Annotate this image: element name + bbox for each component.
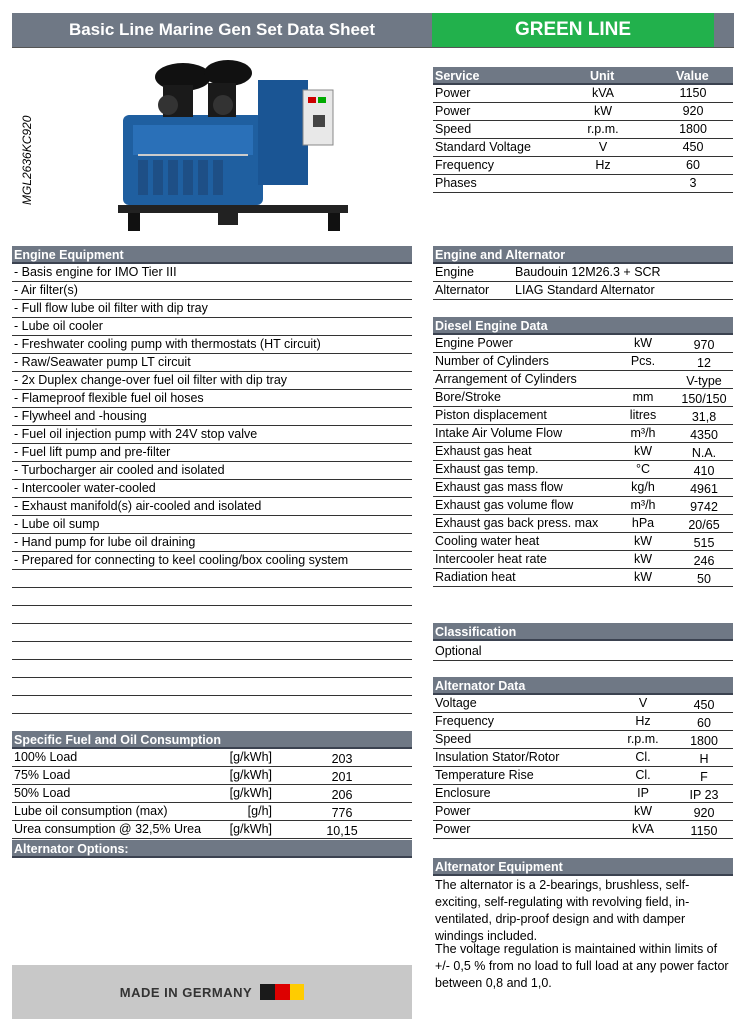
- equipment-item: [12, 462, 412, 480]
- diesel-engine-header: Diesel Engine Data: [433, 317, 733, 335]
- fuel-unit: [g/kWh]: [229, 750, 272, 764]
- service-row: [433, 85, 733, 103]
- service-name: Power: [435, 86, 471, 100]
- alternator-data-unit: IP: [637, 786, 649, 800]
- alternator-data-unit: kW: [633, 804, 653, 818]
- diesel-engine-value: V-type: [686, 374, 722, 388]
- service-title: Service: [435, 69, 480, 83]
- service-unit: kW: [593, 104, 613, 118]
- fuel-name: Urea consumption @ 32,5% Urea: [14, 822, 202, 836]
- diesel-engine-name: Engine Power: [435, 336, 513, 350]
- service-value: 450: [682, 140, 704, 154]
- alternator-data-name: Power: [435, 804, 471, 818]
- diesel-engine-unit: kW: [633, 336, 653, 350]
- diesel-engine-row: [433, 371, 733, 389]
- equipment-item-text: - Exhaust manifold(s) air-cooled and isolated: [14, 499, 262, 513]
- equipment-item: [12, 480, 412, 498]
- service-value: 3: [689, 176, 697, 190]
- fuel-value: 776: [331, 806, 353, 820]
- engine-alternator-row: [433, 264, 733, 282]
- equipment-item: [12, 354, 412, 372]
- diesel-engine-row: [433, 461, 733, 479]
- diesel-engine-name: Arrangement of Cylinders: [435, 372, 577, 386]
- service-row: [433, 157, 733, 175]
- equipment-item-text: - Hand pump for lube oil draining: [14, 535, 196, 549]
- diesel-engine-name: Intake Air Volume Flow: [435, 426, 563, 440]
- classification-header: Classification: [433, 623, 733, 641]
- alternator-data-row: [433, 695, 733, 713]
- engine-alternator-value: Baudouin 12M26.3 + SCR: [515, 265, 661, 279]
- alternator-data-name: Power: [435, 822, 471, 836]
- fuel-header: Specific Fuel and Oil Consumption: [12, 731, 412, 749]
- service-name: Frequency: [435, 158, 495, 172]
- alternator-data-name: Speed: [435, 732, 472, 746]
- alternator-equipment-header: Alternator Equipment: [433, 858, 733, 876]
- alternator-data-value: F: [700, 770, 708, 784]
- fuel-row: [12, 821, 412, 839]
- equipment-item-text: - Fuel lift pump and pre-filter: [14, 445, 171, 459]
- service-row: [433, 139, 733, 157]
- service-unit: Hz: [595, 158, 611, 172]
- diesel-engine-name: Piston displacement: [435, 408, 547, 422]
- diesel-engine-name: Exhaust gas heat: [435, 444, 532, 458]
- diesel-engine-unit: m³/h: [630, 498, 656, 512]
- service-name: Speed: [435, 122, 472, 136]
- alternator-data-unit: Hz: [635, 714, 651, 728]
- equipment-item-text: - Full flow lube oil filter with dip tray: [14, 301, 208, 315]
- fuel-row: [12, 785, 412, 803]
- model-number: MGL2636KC920: [20, 115, 34, 205]
- equipment-item: [12, 408, 412, 426]
- diesel-engine-unit: Pcs.: [630, 354, 656, 368]
- service-name: Power: [435, 104, 471, 118]
- alternator-data-value: 1150: [690, 824, 718, 838]
- alternator-data-header: Alternator Data: [433, 677, 733, 695]
- diesel-engine-value: 9742: [690, 500, 718, 514]
- diesel-engine-row: [433, 551, 733, 569]
- diesel-engine-unit: kW: [633, 444, 653, 458]
- fuel-value: 206: [331, 788, 353, 802]
- equipment-item: [12, 282, 412, 300]
- diesel-engine-name: Cooling water heat: [435, 534, 540, 548]
- alternator-data-value: 60: [697, 716, 711, 730]
- equipment-item: [12, 516, 412, 534]
- equipment-item: [12, 498, 412, 516]
- diesel-engine-value: 515: [693, 536, 715, 550]
- alternator-data-value: H: [699, 752, 709, 766]
- diesel-engine-value: 246: [693, 554, 715, 568]
- equipment-item: [12, 426, 412, 444]
- alternator-data-name: Voltage: [435, 696, 477, 710]
- equipment-item-text: - Freshwater cooling pump with thermostats (HT circuit): [14, 337, 321, 351]
- equipment-item-text: - Fuel oil injection pump with 24V stop valve: [14, 427, 258, 441]
- equipment-item: [12, 372, 412, 390]
- equipment-item: [12, 318, 412, 336]
- diesel-engine-value: 410: [693, 464, 715, 478]
- engine-alternator-name: Alternator: [435, 283, 490, 297]
- service-row: [433, 121, 733, 139]
- equipment-item: [12, 264, 412, 282]
- fuel-unit: [g/kWh]: [229, 786, 272, 800]
- fuel-name: 50% Load: [14, 786, 71, 800]
- diesel-engine-name: Exhaust gas back press. max: [435, 516, 599, 530]
- diesel-engine-row: [433, 497, 733, 515]
- alternator-data-unit: Cl.: [635, 768, 651, 782]
- alternator-data-row: [433, 821, 733, 839]
- diesel-engine-row: [433, 515, 733, 533]
- diesel-engine-row: [433, 533, 733, 551]
- equipment-item-text: - Air filter(s): [14, 283, 78, 297]
- made-in-germany-banner: [12, 965, 412, 1019]
- service-unit: kVA: [592, 86, 614, 100]
- diesel-engine-name: Number of Cylinders: [435, 354, 549, 368]
- alternator-data-name: Enclosure: [435, 786, 491, 800]
- header-end-block: [714, 13, 734, 47]
- alternator-data-row: [433, 731, 733, 749]
- diesel-engine-name: Exhaust gas temp.: [435, 462, 539, 476]
- blank-row: [12, 624, 412, 642]
- diesel-engine-row: [433, 353, 733, 371]
- diesel-engine-name: Exhaust gas volume flow: [435, 498, 574, 512]
- diesel-engine-value: 4350: [690, 428, 718, 442]
- equipment-item-text: - 2x Duplex change-over fuel oil filter with dip tray: [14, 373, 288, 387]
- alternator-data-unit: V: [638, 696, 648, 710]
- blank-row: [12, 588, 412, 606]
- diesel-engine-value: 20/65: [688, 518, 720, 532]
- service-name: Standard Voltage: [435, 140, 531, 154]
- diesel-engine-name: Exhaust gas mass flow: [435, 480, 563, 494]
- alternator-data-unit: kVA: [632, 822, 654, 836]
- diesel-engine-row: [433, 335, 733, 353]
- alternator-data-row: [433, 785, 733, 803]
- diesel-engine-unit: kg/h: [631, 480, 655, 494]
- equipment-item: [12, 534, 412, 552]
- alternator-data-unit: r.p.m.: [627, 732, 659, 746]
- diesel-engine-unit: litres: [629, 408, 657, 422]
- alternator-data-row: [433, 803, 733, 821]
- header-divider: [12, 47, 734, 48]
- service-value: 60: [686, 158, 700, 172]
- fuel-unit: [g/kWh]: [229, 768, 272, 782]
- equipment-item-text: - Basis engine for IMO Tier III: [14, 265, 177, 279]
- classification-value: Optional: [435, 644, 482, 658]
- diesel-engine-value: 970: [693, 338, 715, 352]
- diesel-engine-row: [433, 569, 733, 587]
- fuel-value: 203: [331, 752, 353, 766]
- equipment-item: [12, 336, 412, 354]
- equipment-item: [12, 300, 412, 318]
- blank-row: [12, 606, 412, 624]
- diesel-engine-row: [433, 479, 733, 497]
- alternator-data-name: Temperature Rise: [435, 768, 534, 782]
- equipment-item-text: - Flameproof flexible fuel oil hoses: [14, 391, 204, 405]
- equipment-item-text: - Intercooler water-cooled: [14, 481, 156, 495]
- fuel-name: Lube oil consumption (max): [14, 804, 168, 818]
- blank-row: [12, 570, 412, 588]
- alternator-data-row: [433, 767, 733, 785]
- equipment-item-text: - Lube oil cooler: [14, 319, 103, 333]
- equipment-item: [12, 444, 412, 462]
- service-value-label: Value: [676, 69, 709, 83]
- fuel-unit: [g/kWh]: [229, 822, 272, 836]
- service-value: 1800: [679, 122, 707, 136]
- diesel-engine-unit: hPa: [631, 516, 655, 530]
- service-unit: V: [598, 140, 608, 154]
- diesel-engine-value: 150/150: [681, 392, 727, 406]
- alternator-data-row: [433, 749, 733, 767]
- alternator-equipment-text-1: The alternator is a 2-bearings, brushless, self-exciting, self-regulating with revolving field, in-ventilated, drip-proof design and with damper windings included.: [435, 878, 690, 943]
- page-title: Basic Line Marine Gen Set Data Sheet: [12, 13, 432, 47]
- genset-illustration: [108, 55, 358, 235]
- alternator-options-header: Alternator Options:: [12, 840, 412, 858]
- diesel-engine-value: 12: [697, 356, 711, 370]
- alternator-data-value: 1800: [690, 734, 718, 748]
- diesel-engine-unit: kW: [633, 534, 653, 548]
- service-row: [433, 103, 733, 121]
- classification-row: [433, 643, 733, 661]
- diesel-engine-name: Radiation heat: [435, 570, 516, 584]
- equipment-item: [12, 390, 412, 408]
- alternator-data-value: 920: [693, 806, 715, 820]
- blank-row: [12, 696, 412, 714]
- diesel-engine-value: N.A.: [691, 446, 717, 460]
- service-row: [433, 175, 733, 193]
- alternator-data-name: Insulation Stator/Rotor: [435, 750, 560, 764]
- blank-row: [12, 714, 412, 732]
- fuel-value: 10,15: [326, 824, 358, 838]
- equipment-item-text: - Lube oil sump: [14, 517, 100, 531]
- diesel-engine-unit: °C: [635, 462, 651, 476]
- fuel-name: 75% Load: [14, 768, 71, 782]
- engine-alternator-name: Engine: [435, 265, 474, 279]
- service-value: 920: [682, 104, 704, 118]
- alternator-equipment-text-2: The voltage regulation is maintained within limits of +/- 0,5 % from no load to full load at any power factor between 0,8 and 1,0.: [435, 942, 729, 990]
- diesel-engine-unit: kW: [633, 570, 653, 584]
- service-unit: r.p.m.: [587, 122, 619, 136]
- equipment-item-text: - Turbocharger air cooled and isolated: [14, 463, 225, 477]
- blank-row: [12, 642, 412, 660]
- made-in-germany-text: MADE IN GERMANY: [119, 984, 253, 1000]
- product-line-badge: GREEN LINE: [432, 13, 714, 47]
- diesel-engine-value: 50: [697, 572, 711, 586]
- alternator-data-value: IP 23: [689, 788, 719, 802]
- engine-alternator-value: LIAG Standard Alternator: [515, 283, 655, 297]
- fuel-row: [12, 749, 412, 767]
- alternator-data-name: Frequency: [435, 714, 495, 728]
- diesel-engine-unit: mm: [632, 390, 654, 404]
- alternator-data-value: 450: [693, 698, 715, 712]
- diesel-engine-unit: kW: [633, 552, 653, 566]
- engine-alternator-header: Engine and Alternator: [433, 246, 733, 264]
- diesel-engine-value: 31,8: [691, 410, 717, 424]
- equipment-item: [12, 552, 412, 570]
- equipment-item-text: - Raw/Seawater pump LT circuit: [14, 355, 191, 369]
- blank-row: [12, 678, 412, 696]
- diesel-engine-name: Bore/Stroke: [435, 390, 502, 404]
- engine-alternator-row: [433, 282, 733, 300]
- fuel-name: 100% Load: [14, 750, 78, 764]
- diesel-engine-row: [433, 389, 733, 407]
- diesel-engine-row: [433, 407, 733, 425]
- alternator-data-unit: Cl.: [635, 750, 651, 764]
- diesel-engine-row: [433, 425, 733, 443]
- engine-equipment-header: Engine Equipment: [12, 246, 412, 264]
- german-flag-icon: [260, 984, 304, 1000]
- blank-row: [12, 660, 412, 678]
- diesel-engine-row: [433, 443, 733, 461]
- fuel-unit: [g/h]: [247, 804, 272, 818]
- equipment-item-text: - Flywheel and -housing: [14, 409, 147, 423]
- diesel-engine-unit: m³/h: [630, 426, 656, 440]
- fuel-row: [12, 767, 412, 785]
- service-unit-label: Unit: [590, 69, 615, 83]
- equipment-item-text: - Prepared for connecting to keel cooling/box cooling system: [14, 553, 349, 567]
- diesel-engine-name: Intercooler heat rate: [435, 552, 547, 566]
- service-value: 1150: [679, 86, 707, 100]
- service-header: [433, 67, 733, 85]
- fuel-row: [12, 803, 412, 821]
- service-name: Phases: [435, 176, 477, 190]
- alternator-data-row: [433, 713, 733, 731]
- fuel-value: 201: [331, 770, 353, 784]
- diesel-engine-value: 4961: [690, 482, 718, 496]
